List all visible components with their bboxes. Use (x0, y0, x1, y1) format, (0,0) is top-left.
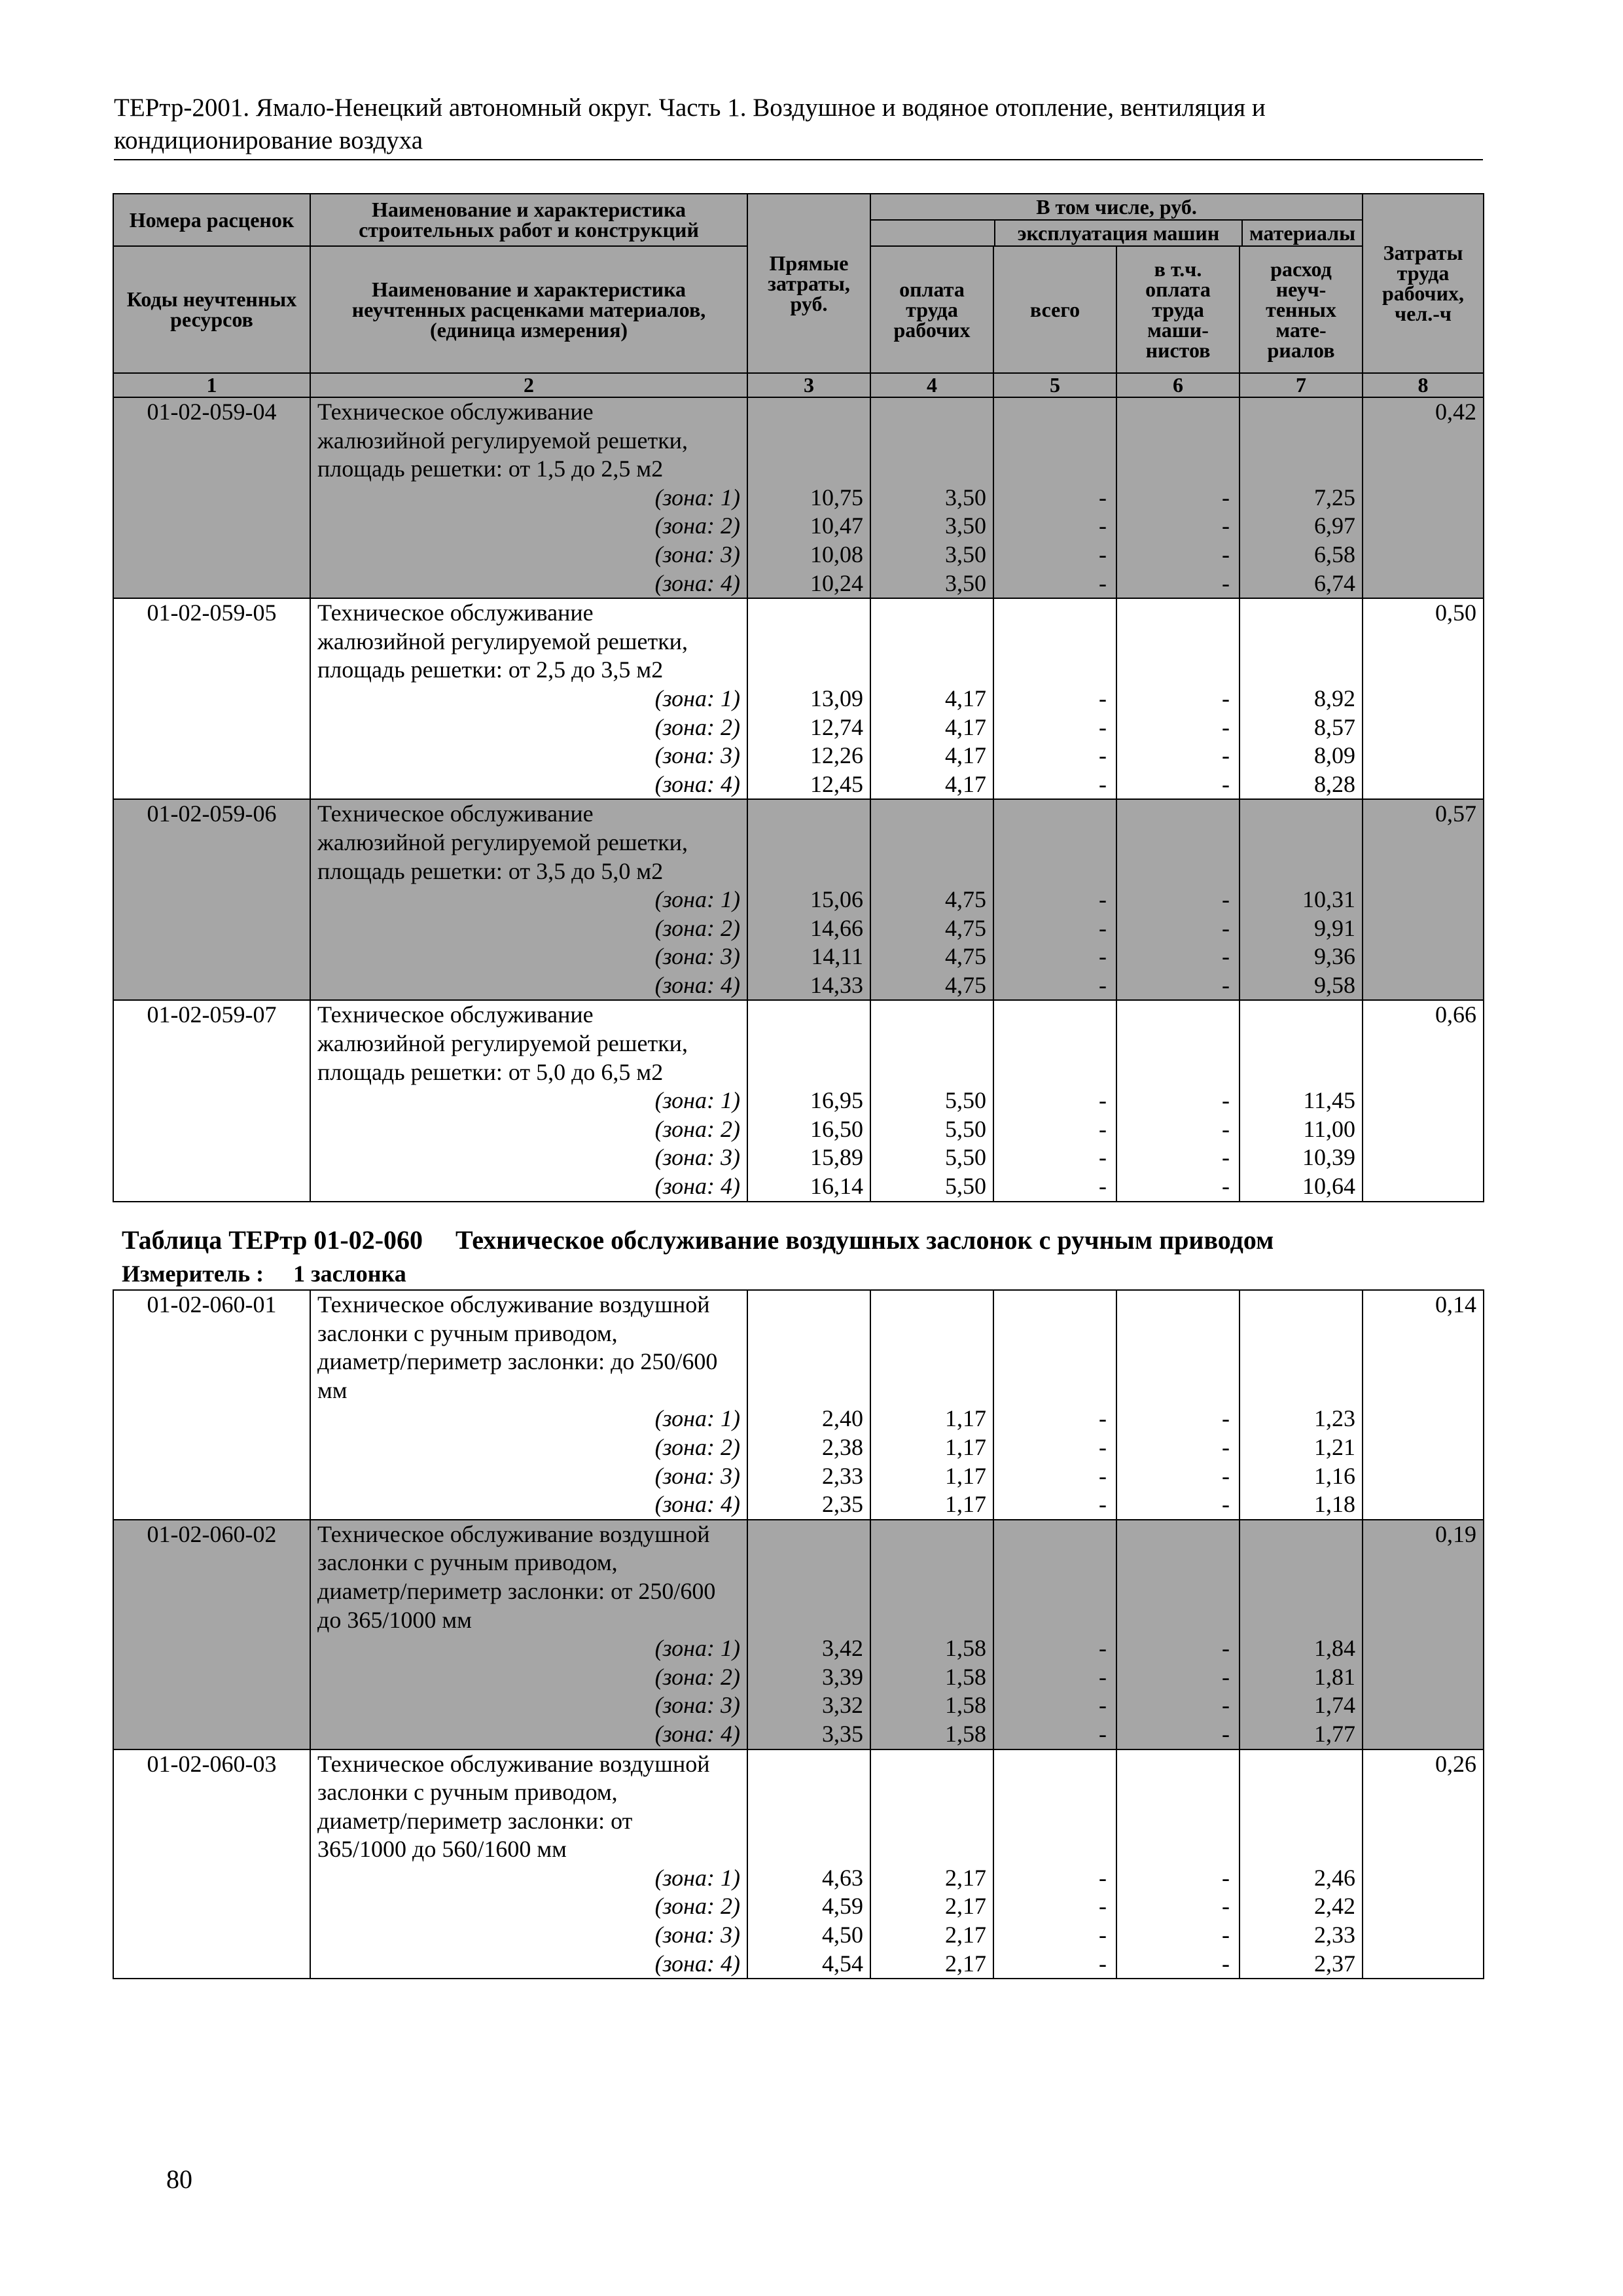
rate-row-description (113, 1778, 1484, 1807)
direct-costs-value: 3,32 (747, 1691, 870, 1720)
labor-pay-value: 1,58 (870, 1691, 993, 1720)
labor-costs: 0,26 (1363, 1749, 1484, 1779)
machinist-pay-value: - (1116, 1691, 1240, 1720)
machinist-pay-value: - (1116, 942, 1240, 971)
zone-row (113, 770, 1484, 800)
machines-total-value: - (993, 1663, 1116, 1692)
rate-name-line: Техническое обслуживание (310, 1000, 747, 1030)
zone-label: (зона: 3) (310, 742, 747, 770)
col-material-name: Наименование и характеристика неучтенных расценками материалов, (единица измерения) (310, 246, 747, 373)
rate-name-line: площадь решетки: от 2,5 до 3,5 м2 (310, 656, 747, 685)
direct-costs-value: 15,06 (747, 886, 870, 914)
zone-label: (зона: 3) (310, 541, 747, 569)
zone-label: (зона: 1) (310, 886, 747, 914)
machines-total-value: - (993, 541, 1116, 569)
rate-row-description (113, 1348, 1484, 1376)
rate-name-line: до 365/1000 мм (310, 1606, 747, 1635)
machinist-pay-value: - (1116, 512, 1240, 541)
zone-label: (зона: 4) (310, 1720, 747, 1749)
col-number-4: 4 (870, 373, 993, 397)
col-rate-numbers: Номера расценок (113, 194, 310, 246)
zone-row (113, 1921, 1484, 1950)
machinist-pay-value: - (1116, 1892, 1240, 1921)
rate-name-line: жалюзийной регулируемой решетки, (310, 1030, 747, 1058)
direct-costs-value: 10,47 (747, 512, 870, 541)
materials-value: 11,45 (1240, 1086, 1363, 1115)
zone-row (113, 1892, 1484, 1921)
labor-costs: 0,19 (1363, 1520, 1484, 1549)
machines-total-value: - (993, 1115, 1116, 1144)
zone-label: (зона: 1) (310, 484, 747, 512)
labor-pay-value: 1,58 (870, 1634, 993, 1663)
labor-pay-value: 3,50 (870, 569, 993, 599)
header-rule (114, 159, 1483, 160)
machinist-pay-value: - (1116, 1433, 1240, 1462)
rate-name-line: диаметр/периметр заслонки: до 250/600 (310, 1348, 747, 1376)
labor-pay-value: 4,75 (870, 886, 993, 914)
rates-table-059 (113, 193, 1484, 1202)
table-060-body (113, 1290, 1484, 1979)
machines-total-value: - (993, 1490, 1116, 1520)
direct-costs-value: 10,08 (747, 541, 870, 569)
machinist-pay-value: - (1116, 541, 1240, 569)
rate-code: 01-02-059-05 (113, 598, 310, 628)
col-number-7: 7 (1240, 373, 1363, 397)
rate-row-description (113, 1606, 1484, 1635)
machinist-pay-value: - (1116, 569, 1240, 599)
col-materials: материалы (1249, 221, 1356, 245)
zone-row (113, 742, 1484, 770)
labor-pay-value: 1,17 (870, 1405, 993, 1433)
col-direct-costs: Прямые затраты, руб. (747, 194, 870, 373)
rate-row-description (113, 656, 1484, 685)
machinist-pay-value: - (1116, 1490, 1240, 1520)
zone-label: (зона: 4) (310, 569, 747, 599)
labor-pay-value: 2,17 (870, 1864, 993, 1893)
machinist-pay-value: - (1116, 971, 1240, 1001)
rate-row-description (113, 1319, 1484, 1348)
rate-code: 01-02-060-02 (113, 1520, 310, 1549)
rate-name-line: заслонки с ручным приводом, (310, 1549, 747, 1577)
machinist-pay-value: - (1116, 1720, 1240, 1749)
rate-row-description (113, 397, 1484, 427)
col-number-2: 2 (310, 373, 747, 397)
zone-label: (зона: 1) (310, 1086, 747, 1115)
machines-total-value: - (993, 1172, 1116, 1202)
zone-label: (зона: 2) (310, 713, 747, 742)
direct-costs-value: 4,50 (747, 1921, 870, 1950)
zone-label: (зона: 1) (310, 1634, 747, 1663)
materials-value: 2,42 (1240, 1892, 1363, 1921)
rate-name-line: Техническое обслуживание (310, 799, 747, 829)
labor-pay-value: 1,17 (870, 1433, 993, 1462)
materials-value: 1,74 (1240, 1691, 1363, 1720)
rate-name-line: площадь решетки: от 3,5 до 5,0 м2 (310, 857, 747, 886)
machines-total-value: - (993, 1433, 1116, 1462)
machinist-pay-value: - (1116, 1405, 1240, 1433)
rate-row-description (113, 829, 1484, 857)
labor-pay-value: 4,17 (870, 685, 993, 713)
materials-value: 10,64 (1240, 1172, 1363, 1202)
materials-value: 2,33 (1240, 1921, 1363, 1950)
direct-costs-value: 2,33 (747, 1462, 870, 1491)
rate-name-line: 365/1000 до 560/1600 мм (310, 1835, 747, 1864)
machines-total-value: - (993, 971, 1116, 1001)
direct-costs-value: 4,63 (747, 1864, 870, 1893)
rate-name-line: диаметр/периметр заслонки: от 250/600 (310, 1577, 747, 1606)
zone-row (113, 484, 1484, 512)
machines-total-value: - (993, 1143, 1116, 1172)
direct-costs-value: 2,40 (747, 1405, 870, 1433)
zone-label: (зона: 4) (310, 1490, 747, 1520)
machines-total-value: - (993, 685, 1116, 713)
rate-name-line: диаметр/периметр заслонки: от (310, 1807, 747, 1836)
zone-label: (зона: 1) (310, 1864, 747, 1893)
machines-total-value: - (993, 1634, 1116, 1663)
rate-row-description (113, 1030, 1484, 1058)
col-number-8: 8 (1363, 373, 1484, 397)
col-work-name: Наименование и характеристика строительных работ и конструкций (310, 194, 747, 246)
labor-pay-value: 5,50 (870, 1143, 993, 1172)
header-line-2: кондиционирование воздуха (114, 126, 423, 154)
machines-total-value: - (993, 1462, 1116, 1491)
col-including: В том числе, руб. (871, 194, 1362, 221)
materials-value: 1,21 (1240, 1433, 1363, 1462)
machines-total-value: - (993, 1086, 1116, 1115)
machines-total-value: - (993, 713, 1116, 742)
zone-label: (зона: 1) (310, 685, 747, 713)
materials-value: 9,58 (1240, 971, 1363, 1001)
col-number-1: 1 (113, 373, 310, 397)
zone-row (113, 1405, 1484, 1433)
rate-row-description (113, 1058, 1484, 1087)
zone-row (113, 541, 1484, 569)
direct-costs-value: 4,54 (747, 1950, 870, 1979)
materials-value: 1,81 (1240, 1663, 1363, 1692)
rate-row-description (113, 1549, 1484, 1577)
rate-name-line: площадь решетки: от 5,0 до 6,5 м2 (310, 1058, 747, 1087)
machines-total-value: - (993, 1864, 1116, 1893)
labor-costs: 0,57 (1363, 799, 1484, 829)
rate-row-description (113, 1290, 1484, 1319)
zone-row (113, 1950, 1484, 1979)
rate-row-description (113, 427, 1484, 456)
labor-costs: 0,14 (1363, 1290, 1484, 1319)
zone-label: (зона: 4) (310, 770, 747, 800)
materials-value: 1,18 (1240, 1490, 1363, 1520)
zone-row (113, 914, 1484, 943)
table-title: Таблица ТЕРтр 01-02-060 Техническое обслуживание воздушных заслонок с ручным приводом (122, 1225, 1274, 1255)
labor-pay-value: 3,50 (870, 541, 993, 569)
zone-label: (зона: 3) (310, 1462, 747, 1491)
direct-costs-value: 13,09 (747, 685, 870, 713)
labor-pay-value: 2,17 (870, 1950, 993, 1979)
rate-row-description (113, 1835, 1484, 1864)
direct-costs-value: 12,26 (747, 742, 870, 770)
zone-label: (зона: 2) (310, 914, 747, 943)
labor-costs: 0,50 (1363, 598, 1484, 628)
machinist-pay-value: - (1116, 770, 1240, 800)
labor-pay-value: 5,50 (870, 1086, 993, 1115)
zone-row (113, 1663, 1484, 1692)
machines-total-value: - (993, 770, 1116, 800)
direct-costs-value: 4,59 (747, 1892, 870, 1921)
direct-costs-value: 16,95 (747, 1086, 870, 1115)
materials-value: 6,58 (1240, 541, 1363, 569)
machines-total-value: - (993, 1921, 1116, 1950)
col-resource-codes: Коды неучтенных ресурсов (113, 246, 310, 373)
materials-value: 1,16 (1240, 1462, 1363, 1491)
col-machines: эксплуатация машин (995, 221, 1243, 245)
rate-name-line: Техническое обслуживание (310, 397, 747, 427)
direct-costs-value: 10,75 (747, 484, 870, 512)
zone-row (113, 1634, 1484, 1663)
direct-costs-value: 3,42 (747, 1634, 870, 1663)
labor-pay-value: 5,50 (870, 1172, 993, 1202)
labor-pay-value: 5,50 (870, 1115, 993, 1144)
rate-name-line: жалюзийной регулируемой решетки, (310, 427, 747, 456)
zone-label: (зона: 4) (310, 971, 747, 1001)
rate-row-description (113, 1376, 1484, 1405)
machines-total-value: - (993, 569, 1116, 599)
col-machinist-pay: в т.ч. оплата труда маши-нистов (1116, 246, 1240, 373)
direct-costs-value: 3,39 (747, 1663, 870, 1692)
zone-label: (зона: 3) (310, 1921, 747, 1950)
rate-row-description (113, 1749, 1484, 1779)
zone-row (113, 1462, 1484, 1491)
direct-costs-value: 2,38 (747, 1433, 870, 1462)
materials-value: 8,57 (1240, 713, 1363, 742)
machinist-pay-value: - (1116, 1634, 1240, 1663)
materials-value: 10,39 (1240, 1143, 1363, 1172)
materials-value: 8,92 (1240, 685, 1363, 713)
direct-costs-value: 15,89 (747, 1143, 870, 1172)
rate-name-line: заслонки с ручным приводом, (310, 1778, 747, 1807)
zone-label: (зона: 2) (310, 1892, 747, 1921)
machines-total-value: - (993, 1405, 1116, 1433)
machinist-pay-value: - (1116, 1950, 1240, 1979)
rate-row-description (113, 628, 1484, 656)
materials-value: 7,25 (1240, 484, 1363, 512)
col-number-3: 3 (747, 373, 870, 397)
rate-name-line: Техническое обслуживание воздушной (310, 1749, 747, 1779)
zone-label: (зона: 4) (310, 1950, 747, 1979)
col-labor-pay: оплата труда рабочих (870, 246, 993, 373)
zone-label: (зона: 4) (310, 1172, 747, 1202)
rate-row-description (113, 1000, 1484, 1030)
labor-pay-value: 4,75 (870, 914, 993, 943)
machines-total-value: - (993, 1892, 1116, 1921)
zone-row (113, 685, 1484, 713)
labor-pay-value: 4,17 (870, 770, 993, 800)
direct-costs-value: 2,35 (747, 1490, 870, 1520)
machinist-pay-value: - (1116, 1172, 1240, 1202)
machinist-pay-value: - (1116, 1921, 1240, 1950)
materials-value: 1,77 (1240, 1720, 1363, 1749)
rate-row-description (113, 455, 1484, 484)
page-number: 80 (166, 2164, 192, 2194)
rate-name-line: Техническое обслуживание воздушной (310, 1520, 747, 1549)
machines-total-value: - (993, 512, 1116, 541)
zone-label: (зона: 2) (310, 1115, 747, 1144)
direct-costs-value: 3,35 (747, 1720, 870, 1749)
zone-row (113, 1115, 1484, 1144)
materials-value: 10,31 (1240, 886, 1363, 914)
zone-row (113, 1691, 1484, 1720)
machines-total-value: - (993, 914, 1116, 943)
zone-row (113, 886, 1484, 914)
materials-value: 1,84 (1240, 1634, 1363, 1663)
materials-value: 1,23 (1240, 1405, 1363, 1433)
zone-label: (зона: 1) (310, 1405, 747, 1433)
machinist-pay-value: - (1116, 484, 1240, 512)
machines-total-value: - (993, 484, 1116, 512)
col-labor-costs: Затраты труда рабочих, чел.-ч (1363, 194, 1484, 373)
materials-value: 8,09 (1240, 742, 1363, 770)
materials-value: 6,74 (1240, 569, 1363, 599)
document-header (114, 92, 1482, 157)
direct-costs-value: 14,33 (747, 971, 870, 1001)
machines-total-value: - (993, 1950, 1116, 1979)
direct-costs-value: 12,74 (747, 713, 870, 742)
col-machines-total: всего (993, 246, 1116, 373)
zone-row (113, 512, 1484, 541)
direct-costs-value: 14,66 (747, 914, 870, 943)
machinist-pay-value: - (1116, 1663, 1240, 1692)
rate-name-line: жалюзийной регулируемой решетки, (310, 829, 747, 857)
zone-row (113, 1433, 1484, 1462)
table-059-body (113, 397, 1484, 1202)
zone-row (113, 1143, 1484, 1172)
labor-pay-value: 1,58 (870, 1663, 993, 1692)
labor-costs: 0,66 (1363, 1000, 1484, 1030)
materials-value: 6,97 (1240, 512, 1363, 541)
labor-pay-value: 4,75 (870, 942, 993, 971)
rate-name-line: Техническое обслуживание (310, 598, 747, 628)
materials-value: 2,46 (1240, 1864, 1363, 1893)
col-including-group (870, 194, 1363, 246)
materials-value: 9,91 (1240, 914, 1363, 943)
rate-code: 01-02-059-07 (113, 1000, 310, 1030)
col-number-6: 6 (1116, 373, 1240, 397)
machines-total-value: - (993, 942, 1116, 971)
zone-label: (зона: 2) (310, 1663, 747, 1692)
materials-value: 9,36 (1240, 942, 1363, 971)
rates-table-060 (113, 1289, 1484, 1979)
materials-value: 11,00 (1240, 1115, 1363, 1144)
rate-code: 01-02-060-01 (113, 1290, 310, 1319)
zone-label: (зона: 3) (310, 1691, 747, 1720)
rate-code: 01-02-059-04 (113, 397, 310, 427)
machinist-pay-value: - (1116, 713, 1240, 742)
machinist-pay-value: - (1116, 886, 1240, 914)
zone-row (113, 971, 1484, 1001)
direct-costs-value: 10,24 (747, 569, 870, 599)
rate-name-line: мм (310, 1376, 747, 1405)
machinist-pay-value: - (1116, 914, 1240, 943)
direct-costs-value: 14,11 (747, 942, 870, 971)
table-header (113, 194, 1484, 397)
machinist-pay-value: - (1116, 1143, 1240, 1172)
zone-label: (зона: 2) (310, 1433, 747, 1462)
direct-costs-value: 16,14 (747, 1172, 870, 1202)
zone-label: (зона: 2) (310, 512, 747, 541)
labor-pay-value: 3,50 (870, 484, 993, 512)
direct-costs-value: 12,45 (747, 770, 870, 800)
zone-row (113, 1172, 1484, 1202)
machinist-pay-value: - (1116, 1462, 1240, 1491)
labor-pay-value: 1,17 (870, 1462, 993, 1491)
rate-row-description (113, 857, 1484, 886)
header-line-1: ТЕРтр-2001. Ямало-Ненецкий автономный округ. Часть 1. Воздушное и водяное отопление, вентиляция и (114, 94, 1266, 122)
materials-value: 2,37 (1240, 1950, 1363, 1979)
rate-row-description (113, 1520, 1484, 1549)
zone-label: (зона: 3) (310, 942, 747, 971)
labor-pay-value: 1,17 (870, 1490, 993, 1520)
labor-costs: 0,42 (1363, 397, 1484, 427)
rate-name-line: заслонки с ручным приводом, (310, 1319, 747, 1348)
machinist-pay-value: - (1116, 1864, 1240, 1893)
labor-pay-value: 4,75 (870, 971, 993, 1001)
direct-costs-value: 16,50 (747, 1115, 870, 1144)
machinist-pay-value: - (1116, 685, 1240, 713)
labor-pay-value: 4,17 (870, 742, 993, 770)
materials-value: 8,28 (1240, 770, 1363, 800)
machines-total-value: - (993, 886, 1116, 914)
rate-row-description (113, 1577, 1484, 1606)
zone-row (113, 1086, 1484, 1115)
col-materials-use: расход неуч-тенных мате-риалов (1240, 246, 1363, 373)
labor-pay-value: 2,17 (870, 1892, 993, 1921)
zone-row (113, 569, 1484, 599)
machines-total-value: - (993, 1691, 1116, 1720)
zone-row (113, 1864, 1484, 1893)
rate-name-line: Техническое обслуживание воздушной (310, 1290, 747, 1319)
machinist-pay-value: - (1116, 1086, 1240, 1115)
zone-row (113, 1490, 1484, 1520)
labor-pay-value: 2,17 (870, 1921, 993, 1950)
rate-name-line: площадь решетки: от 1,5 до 2,5 м2 (310, 455, 747, 484)
zone-row (113, 713, 1484, 742)
zone-row (113, 1720, 1484, 1749)
labor-pay-value: 3,50 (870, 512, 993, 541)
machines-total-value: - (993, 1720, 1116, 1749)
rate-name-line: жалюзийной регулируемой решетки, (310, 628, 747, 656)
rate-code: 01-02-060-03 (113, 1749, 310, 1779)
table-meter: Измеритель : 1 заслонка (122, 1261, 406, 1287)
rate-code: 01-02-059-06 (113, 799, 310, 829)
rate-row-description (113, 598, 1484, 628)
machinist-pay-value: - (1116, 1115, 1240, 1144)
labor-pay-value: 4,17 (870, 713, 993, 742)
machines-total-value: - (993, 742, 1116, 770)
zone-row (113, 942, 1484, 971)
col-number-5: 5 (993, 373, 1116, 397)
zone-label: (зона: 3) (310, 1143, 747, 1172)
rate-row-description (113, 799, 1484, 829)
rate-row-description (113, 1807, 1484, 1836)
machinist-pay-value: - (1116, 742, 1240, 770)
labor-pay-value: 1,58 (870, 1720, 993, 1749)
